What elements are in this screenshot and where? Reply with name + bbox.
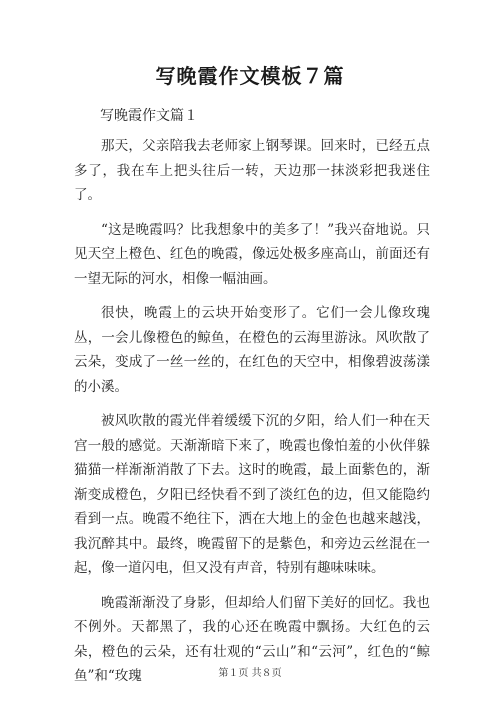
paragraph: “这是晚霞吗？比我想象中的美多了！”我兴奋地说。只见天空上橙色、红色的晚霞，像远处极多座高山，前面还有一望无际的河水，相像一幅油画。 — [74, 221, 430, 287]
paragraph: 被风吹散的霞光伴着缓缓下沉的夕阳，给人们一种在天宫一般的感觉。天渐渐暗下来了，晚霞也像怕羞的小伙伴躲猫猫一样渐渐消散了下去。这时的晚霞，最上面紫色的，渐渐变成橙色，夕阳已经快看不到了淡红色的边，但又能隐约看到一点。晚霞不绝往下，洒在大地上的金色也越来越浅，我沉醉其中。最终，晚霞留下的是紫色，和旁边云丝混在一起，像一道闪电，但又没有声音，特别有趣味味味。 — [74, 413, 430, 576]
paragraph: 晚霞渐渐没了身影，但却给人们留下美好的回忆。我也不例外。天都黑了，我的心还在晚霞中飘扬。大红色的云朵，橙色的云朵，还有壮观的“云山”和“云河”，红色的“鲸鱼”和“玫瑰 — [74, 594, 430, 684]
document-subtitle: 写晚霞作文篇１ — [100, 108, 198, 124]
document-body — [74, 134, 430, 699]
paragraph: 很快，晚霞上的云块开始变形了。它们一会儿像玫瑰丛，一会儿像橙色的鲸鱼，在橙色的云海里游泳。风吹散了云朵，变成了一丝一丝的，在红色的天空中，相像碧波荡漾的小溪。 — [74, 305, 430, 395]
paragraph: 那天，父亲陪我去老师家上钢琴课。回来时，已经五点多了，我在车上把头往后一转，天边那一抹淡彩把我迷住了。 — [74, 138, 430, 203]
document-title: 写晚霞作文模板７篇 — [155, 64, 345, 88]
page-footer: 第１页 共８页 — [218, 668, 282, 679]
